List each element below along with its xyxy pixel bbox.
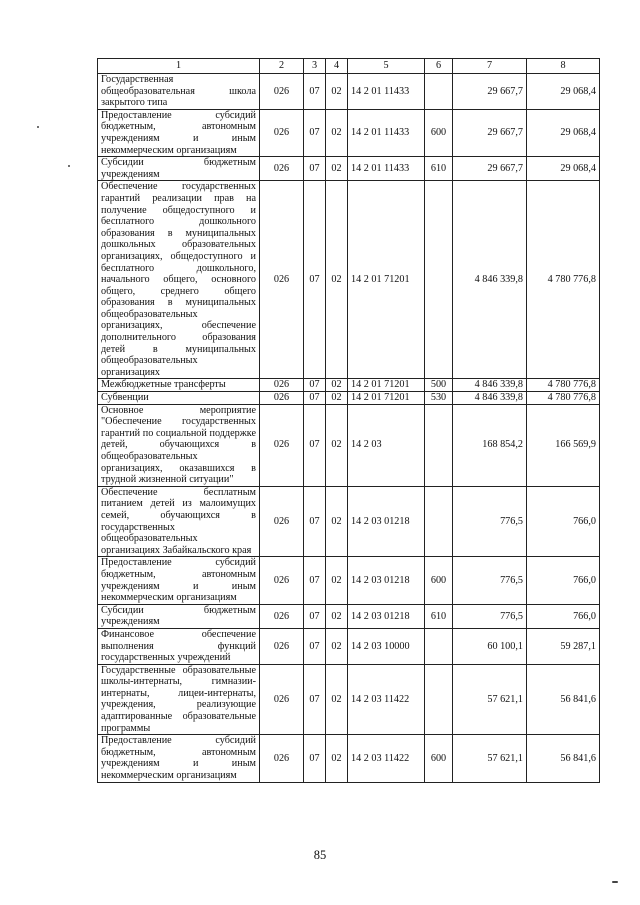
target-article-cell: 14 2 03 11422 xyxy=(348,664,425,735)
table-row xyxy=(98,604,600,628)
target-article-cell: 14 2 03 01218 xyxy=(348,486,425,557)
amount-cell-col7: 60 100,1 xyxy=(453,628,527,664)
amount-cell-col7: 29 667,7 xyxy=(453,109,527,156)
target-article-cell: 14 2 01 11433 xyxy=(348,109,425,156)
column-header: 5 xyxy=(348,59,425,74)
section-code-cell: 07 xyxy=(304,404,326,486)
column-header: 7 xyxy=(453,59,527,74)
amount-cell-col8: 166 569,9 xyxy=(527,404,600,486)
page-number: 85 xyxy=(313,848,327,862)
section-code-cell: 07 xyxy=(304,628,326,664)
row-name-cell: Предоставление субсидий бюджетным, автономным учреждениям и иным некоммерческим организациям xyxy=(98,735,260,782)
column-header: 8 xyxy=(527,59,600,74)
amount-cell-col7: 4 846 339,8 xyxy=(453,181,527,379)
expense-type-cell: 610 xyxy=(425,604,453,628)
section-code-cell: 07 xyxy=(304,486,326,557)
row-name-cell: Межбюджетные трансферты xyxy=(98,379,260,392)
subsection-code-cell: 02 xyxy=(326,181,348,379)
department-code-cell: 026 xyxy=(260,157,304,181)
table-header-row xyxy=(98,59,600,74)
amount-cell-col8: 29 068,4 xyxy=(527,74,600,110)
row-name-cell: Основное мероприятие "Обеспечение государственных гарантий по социальной поддержке детей, обучающихся в общеобразовательных организациях, оказавшихся в трудной жизненной ситуации" xyxy=(98,404,260,486)
row-name-cell: Предоставление субсидий бюджетным, автономным учреждениям и иным некоммерческим организациям xyxy=(98,557,260,604)
expense-type-cell xyxy=(425,486,453,557)
row-name-cell: Государственная общеобразовательная школа закрытого типа xyxy=(98,74,260,110)
amount-cell-col8: 29 068,4 xyxy=(527,157,600,181)
table-row xyxy=(98,735,600,782)
amount-cell-col8: 4 780 776,8 xyxy=(527,392,600,405)
table-row xyxy=(98,74,600,110)
target-article-cell: 14 2 03 xyxy=(348,404,425,486)
row-name-cell: Субвенции xyxy=(98,392,260,405)
subsection-code-cell: 02 xyxy=(326,664,348,735)
table-row xyxy=(98,557,600,604)
section-code-cell: 07 xyxy=(304,181,326,379)
amount-cell-col7: 776,5 xyxy=(453,604,527,628)
expense-type-cell xyxy=(425,404,453,486)
section-code-cell: 07 xyxy=(304,157,326,181)
section-code-cell: 07 xyxy=(304,664,326,735)
section-code-cell: 07 xyxy=(304,557,326,604)
row-name-cell: Финансовое обеспечение выполнения функций государственных учреждений xyxy=(98,628,260,664)
subsection-code-cell: 02 xyxy=(326,604,348,628)
target-article-cell: 14 2 03 01218 xyxy=(348,604,425,628)
amount-cell-col7: 29 667,7 xyxy=(453,74,527,110)
target-article-cell: 14 2 01 71201 xyxy=(348,392,425,405)
target-article-cell: 14 2 01 71201 xyxy=(348,379,425,392)
department-code-cell: 026 xyxy=(260,557,304,604)
row-name-cell: Обеспечение бесплатным питанием детей из малоимущих семей, обучающихся в государственных общеобразовательных организациях Забайкальского края xyxy=(98,486,260,557)
subsection-code-cell: 02 xyxy=(326,74,348,110)
target-article-cell: 14 2 03 01218 xyxy=(348,557,425,604)
table-row xyxy=(98,664,600,735)
section-code-cell: 07 xyxy=(304,392,326,405)
department-code-cell: 026 xyxy=(260,628,304,664)
amount-cell-col8: 4 780 776,8 xyxy=(527,379,600,392)
amount-cell-col7: 4 846 339,8 xyxy=(453,379,527,392)
expense-type-cell xyxy=(425,181,453,379)
target-article-cell: 14 2 01 11433 xyxy=(348,74,425,110)
amount-cell-col7: 29 667,7 xyxy=(453,157,527,181)
expense-type-cell xyxy=(425,628,453,664)
table-row xyxy=(98,379,600,392)
column-header: 6 xyxy=(425,59,453,74)
table-row xyxy=(98,157,600,181)
row-name-cell: Обеспечение государственных гарантий реализации прав на получение общедоступного и бесплатного дошкольного образования в муниципальных дошкольных образовательных организациях, общедоступного и бесплатного дошкольного, начального общего, основного общего, среднего общего образования в муниципальных общеобразовательных организациях, обеспечение дополнительного образования детей в муниципальных общеобразовательных организациях xyxy=(98,181,260,379)
row-name-cell: Субсидии бюджетным учреждениям xyxy=(98,604,260,628)
expense-type-cell: 600 xyxy=(425,109,453,156)
column-header: 3 xyxy=(304,59,326,74)
amount-cell-col8: 766,0 xyxy=(527,486,600,557)
target-article-cell: 14 2 03 11422 xyxy=(348,735,425,782)
table-row xyxy=(98,628,600,664)
expense-type-cell xyxy=(425,664,453,735)
department-code-cell: 026 xyxy=(260,109,304,156)
section-code-cell: 07 xyxy=(304,379,326,392)
section-code-cell: 07 xyxy=(304,735,326,782)
amount-cell-col8: 56 841,6 xyxy=(527,735,600,782)
department-code-cell: 026 xyxy=(260,604,304,628)
scan-speck xyxy=(612,881,618,883)
row-name-cell: Предоставление субсидий бюджетным, автономным учреждениям и иным некоммерческим организациям xyxy=(98,109,260,156)
subsection-code-cell: 02 xyxy=(326,404,348,486)
column-header: 2 xyxy=(260,59,304,74)
expense-type-cell: 500 xyxy=(425,379,453,392)
budget-table xyxy=(97,58,600,783)
column-header: 1 xyxy=(98,59,260,74)
row-name-cell: Субсидии бюджетным учреждениям xyxy=(98,157,260,181)
subsection-code-cell: 02 xyxy=(326,392,348,405)
amount-cell-col8: 59 287,1 xyxy=(527,628,600,664)
department-code-cell: 026 xyxy=(260,486,304,557)
amount-cell-col8: 766,0 xyxy=(527,604,600,628)
amount-cell-col8: 29 068,4 xyxy=(527,109,600,156)
amount-cell-col7: 168 854,2 xyxy=(453,404,527,486)
subsection-code-cell: 02 xyxy=(326,109,348,156)
department-code-cell: 026 xyxy=(260,74,304,110)
expense-type-cell: 600 xyxy=(425,557,453,604)
department-code-cell: 026 xyxy=(260,735,304,782)
row-name-cell: Государственные образовательные школы-интернаты, гимназии-интернаты, лицеи-интернаты, учреждения, реализующие адаптированные образовательные программы xyxy=(98,664,260,735)
amount-cell-col8: 766,0 xyxy=(527,557,600,604)
target-article-cell: 14 2 01 71201 xyxy=(348,181,425,379)
subsection-code-cell: 02 xyxy=(326,628,348,664)
section-code-cell: 07 xyxy=(304,74,326,110)
expense-type-cell xyxy=(425,74,453,110)
department-code-cell: 026 xyxy=(260,392,304,405)
expense-type-cell: 610 xyxy=(425,157,453,181)
table-row xyxy=(98,109,600,156)
table-row xyxy=(98,404,600,486)
expense-type-cell: 530 xyxy=(425,392,453,405)
amount-cell-col7: 57 621,1 xyxy=(453,735,527,782)
amount-cell-col7: 4 846 339,8 xyxy=(453,392,527,405)
subsection-code-cell: 02 xyxy=(326,735,348,782)
amount-cell-col7: 776,5 xyxy=(453,557,527,604)
subsection-code-cell: 02 xyxy=(326,157,348,181)
table-row xyxy=(98,486,600,557)
expense-type-cell: 600 xyxy=(425,735,453,782)
department-code-cell: 026 xyxy=(260,404,304,486)
department-code-cell: 026 xyxy=(260,181,304,379)
subsection-code-cell: 02 xyxy=(326,379,348,392)
target-article-cell: 14 2 03 10000 xyxy=(348,628,425,664)
amount-cell-col8: 56 841,6 xyxy=(527,664,600,735)
subsection-code-cell: 02 xyxy=(326,486,348,557)
amount-cell-col8: 4 780 776,8 xyxy=(527,181,600,379)
section-code-cell: 07 xyxy=(304,109,326,156)
table-row xyxy=(98,392,600,405)
department-code-cell: 026 xyxy=(260,664,304,735)
scan-speck xyxy=(37,126,39,128)
amount-cell-col7: 776,5 xyxy=(453,486,527,557)
amount-cell-col7: 57 621,1 xyxy=(453,664,527,735)
scan-speck xyxy=(68,165,70,167)
department-code-cell: 026 xyxy=(260,379,304,392)
target-article-cell: 14 2 01 11433 xyxy=(348,157,425,181)
table-row xyxy=(98,181,600,379)
section-code-cell: 07 xyxy=(304,604,326,628)
column-header: 4 xyxy=(326,59,348,74)
subsection-code-cell: 02 xyxy=(326,557,348,604)
